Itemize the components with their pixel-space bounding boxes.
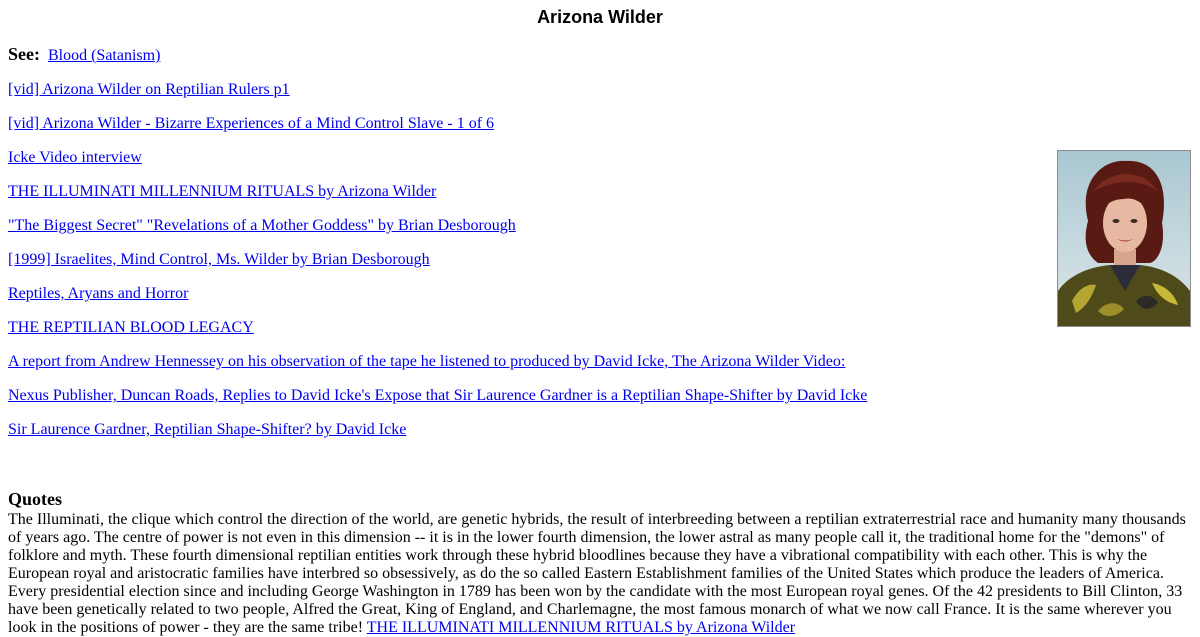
list-item (8, 420, 867, 454)
quote-body: The Illuminati, the clique which control the direction of the world, are genetic hybrids, the result of interbreeding between a reptilian extraterrestrial race and humanity many thousands of years ago. The centre of power is not even in this dimension -- it is in the lower fourth dimension, the lower astral as many people call it, the traditional home for the "demons" of folklore and myth. These fourth dimensional reptilian entities work through these hybrid bloodlines because they have a vibrational compatibility with each other. This is why the European royal and aristocratic families have interbred so obsessively, as do the so called Eastern Establishment families of the United States which produce the leaders of America. Every presidential election since and including George Washington in 1789 has been won by the candidate with the most European royal genes. Of the 42 presidents to Bill Clinton, 33 have been genetically related to two people, Alfred the Great, King of England, and Charlemagne, the most famous monarch of what we now call France. It is the same wherever you look in the positions of power - they are the same tribe! (8, 511, 1186, 636)
link-quote-source[interactable]: THE ILLUMINATI MILLENNIUM RITUALS by Arizona Wilder (366, 619, 796, 636)
page-title: Arizona Wilder (537, 7, 663, 27)
list-item (8, 318, 867, 352)
link-israelites-mind-control[interactable]: [1999] Israelites, Mind Control, Ms. Wilder by Brian Desborough (8, 251, 430, 268)
quotes-heading: Quotes (8, 489, 62, 509)
link-illuminati-rituals[interactable]: THE ILLUMINATI MILLENNIUM RITUALS by Arizona Wilder (8, 183, 437, 200)
list-item (8, 114, 867, 148)
quote-text (8, 511, 1192, 637)
list-item (8, 284, 867, 318)
list-item (8, 148, 867, 182)
list-item (8, 80, 867, 114)
list-item (8, 216, 867, 250)
portrait-illustration (1058, 151, 1190, 326)
see-label: See: (8, 44, 40, 64)
portrait-photo (1057, 150, 1191, 327)
list-item (8, 352, 867, 386)
link-blood-satanism[interactable]: Blood (Satanism) (47, 47, 161, 64)
link-nexus-publisher-reply[interactable]: Nexus Publisher, Duncan Roads, Replies to David Icke's Expose that Sir Laurence Gardner is a Reptilian Shape-Shifter by David Icke (8, 387, 868, 404)
link-vid-reptilian-rulers[interactable]: [vid] Arizona Wilder on Reptilian Rulers p1 (8, 81, 290, 98)
list-item (8, 250, 867, 284)
link-hennessey-report[interactable]: A report from Andrew Hennessey on his observation of the tape he listened to produced by David Icke, The Arizona Wilder Video: (8, 353, 846, 370)
link-list (8, 80, 867, 454)
link-vid-mind-control-slave[interactable]: [vid] Arizona Wilder - Bizarre Experiences of a Mind Control Slave - 1 of 6 (8, 115, 495, 132)
link-reptilian-blood-legacy[interactable]: THE REPTILIAN BLOOD LEGACY (8, 319, 254, 336)
link-icke-video-interview[interactable]: Icke Video interview (8, 149, 142, 166)
link-biggest-secret[interactable]: "The Biggest Secret" "Revelations of a Mother Goddess" by Brian Desborough (8, 217, 516, 234)
link-reptiles-aryans-horror[interactable]: Reptiles, Aryans and Horror (8, 285, 189, 302)
see-also-line (8, 44, 160, 65)
list-item (8, 182, 867, 216)
link-laurence-gardner[interactable]: Sir Laurence Gardner, Reptilian Shape-Shifter? by David Icke (8, 421, 407, 438)
list-item (8, 386, 867, 420)
